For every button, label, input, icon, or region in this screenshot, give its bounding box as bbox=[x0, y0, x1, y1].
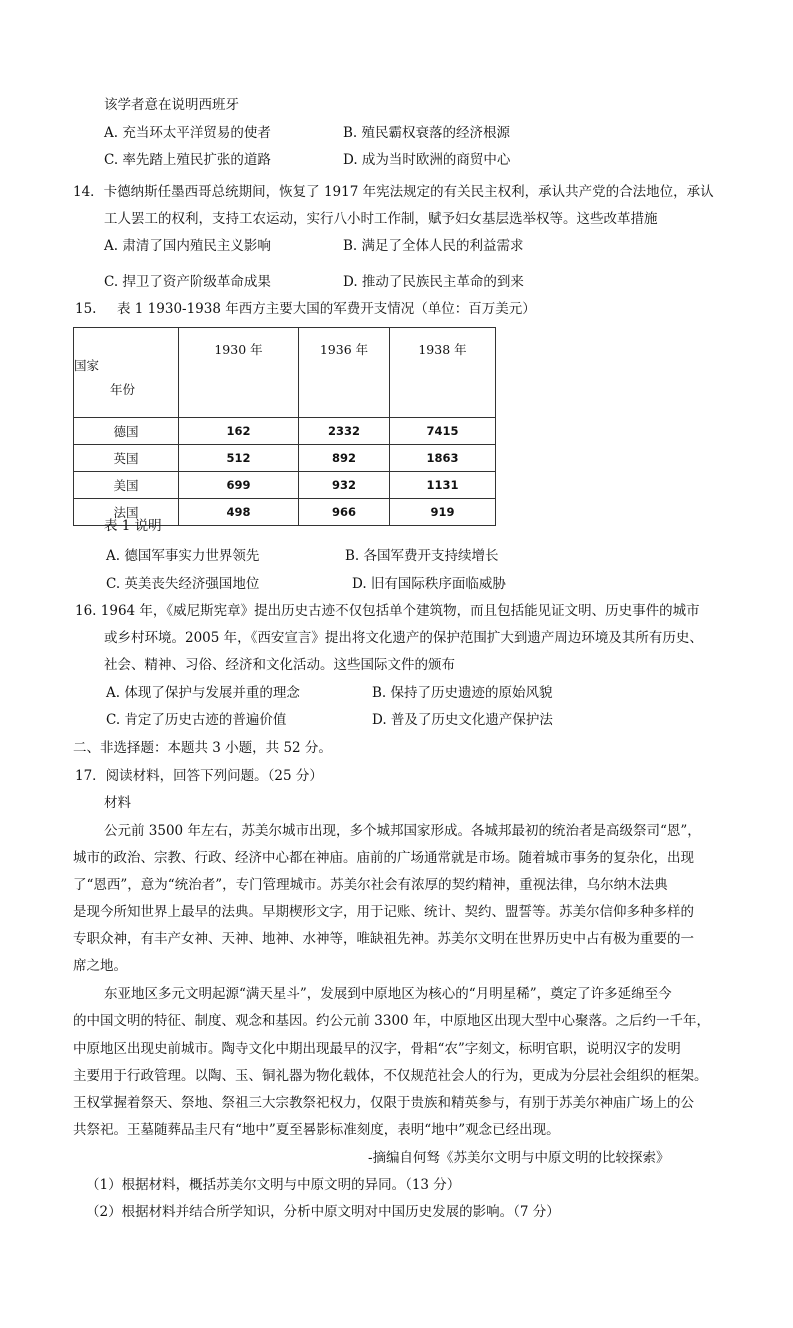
value-cell: 2332 bbox=[299, 418, 390, 445]
q17-subquestion-1: （1）根据材料，概括苏美尔文明与中原文明的异同。（13 分） bbox=[86, 1177, 461, 1193]
value-cell: 919 bbox=[390, 499, 496, 526]
q16-option-b: B. 保持了历史遗迹的原始风貌 bbox=[372, 685, 553, 701]
section-heading: 二、非选择题：本题共 3 小题，共 52 分。 bbox=[73, 740, 332, 756]
q16-option-c: C. 肯定了历史古迹的普遍价值 bbox=[106, 712, 287, 728]
country-cell: 英国 bbox=[74, 445, 179, 472]
table-row bbox=[74, 418, 496, 445]
value-cell: 498 bbox=[179, 499, 299, 526]
q17-source: -摘编自何驽《苏美尔文明与中原文明的比较探索》 bbox=[368, 1150, 670, 1166]
q16-stem-line2: 或乡村环境。2005 年，《西安宣言》提出将文化遗产的保护范围扩大到遗产周边环境及其所有历史、 bbox=[104, 630, 703, 646]
table-header-row bbox=[74, 328, 496, 418]
value-cell: 966 bbox=[299, 499, 390, 526]
header-1938: 1938 年 bbox=[390, 328, 496, 418]
q15-table-caption: 表 1 1930-1938 年西方主要大国的军费开支情况（单位：百万美元） bbox=[117, 301, 536, 317]
q17-para1-line: 专职众神，有丰产女神、天神、地神、水神等，唯缺祖先神。苏美尔文明在世界历史中占有极为重要的一 bbox=[73, 931, 694, 947]
corner-label-year: 年份 bbox=[110, 382, 136, 397]
q17-para1-line: 城市的政治、宗教、行政、经济中心都在神庙。庙前的广场通常就是市场。随着城市事务的复杂化，出现 bbox=[73, 850, 694, 866]
q17-para2-line: 中原地区出现史前城市。陶寺文化中期出现最早的汉字，骨耜“农”字刻文，标明官职，说明汉字的发明 bbox=[73, 1041, 681, 1057]
value-cell: 892 bbox=[299, 445, 390, 472]
country-cell: 德国 bbox=[74, 418, 179, 445]
q17-para2-line: 王权掌握着祭天、祭地、祭祖三大宗教祭祀权力，仅限于贵族和精英参与，有别于苏美尔神庙广场上的公 bbox=[73, 1095, 694, 1111]
q17-subquestion-2: （2）根据材料并结合所学知识，分析中原文明对中国历史发展的影响。（7 分） bbox=[86, 1204, 560, 1220]
q17-para1-line: 了“恩西”，意为“统治者”，专门管理城市。苏美尔社会有浓厚的契约精神，重视法律，乌尔纳木法典 bbox=[73, 877, 668, 893]
value-cell: 699 bbox=[179, 472, 299, 499]
q17-para2-line: 的中国文明的特征、制度、观念和基因。约公元前 3300 年，中原地区出现大型中心聚落。之后约一千年， bbox=[73, 1013, 710, 1029]
q13-option-a: A. 充当环太平洋贸易的使者 bbox=[104, 125, 271, 141]
q14-option-c: C. 捍卫了资产阶级革命成果 bbox=[104, 274, 271, 290]
table-row bbox=[74, 472, 496, 499]
q16-option-a: A. 体现了保护与发展并重的理念 bbox=[106, 685, 300, 701]
q17-para2-line: 主要用于行政管理。以陶、玉、铜礼器为物化载体，不仅规范社会人的行为，更成为分层社会组织的框架。 bbox=[73, 1068, 708, 1084]
country-cell: 法国 bbox=[74, 499, 179, 526]
q15-option-c: C. 英美丧失经济强国地位 bbox=[106, 576, 260, 592]
q15-option-a: A. 德国军事实力世界领先 bbox=[106, 548, 260, 564]
header-1936: 1936 年 bbox=[299, 328, 390, 418]
q16-option-d: D. 普及了历史文化遗产保护法 bbox=[372, 712, 553, 728]
q14-stem-line2: 工人罢工的权利，支持工农运动，实行八小时工作制，赋予妇女基层选举权等。这些改革措施 bbox=[104, 211, 658, 227]
q15-table bbox=[73, 327, 496, 526]
value-cell: 512 bbox=[179, 445, 299, 472]
q14-stem-line1: 14．卡德纳斯任墨西哥总统期间，恢复了 1917 年宪法规定的有关民主权利，承认共产党的合法地位，承认 bbox=[73, 184, 714, 200]
q17-para1-line: 是现今所知世界上最早的法典。早期楔形文字，用于记账、统计、契约、盟誓等。苏美尔信仰多种多样的 bbox=[73, 904, 694, 920]
q13-option-d: D. 成为当时欧洲的商贸中心 bbox=[343, 152, 511, 168]
q17-para1-line: 席之地。 bbox=[73, 958, 127, 974]
q13-option-b: B. 殖民霸权衰落的经济根源 bbox=[343, 125, 511, 141]
q15-option-b: B. 各国军费开支持续增长 bbox=[345, 548, 499, 564]
q17-para2-line: 东亚地区多元文明起源“满天星斗”，发展到中原地区为核心的“月明星稀”，奠定了许多延绵至今 bbox=[104, 986, 672, 1002]
table-corner-cell bbox=[74, 328, 179, 418]
table-row bbox=[74, 445, 496, 472]
value-cell: 7415 bbox=[390, 418, 496, 445]
country-cell: 美国 bbox=[74, 472, 179, 499]
q17-material-label: 材料 bbox=[104, 795, 131, 811]
value-cell: 1131 bbox=[390, 472, 496, 499]
q13-stem-tail: 该学者意在说明西班牙 bbox=[104, 97, 239, 113]
corner-label-country: 国家 bbox=[74, 358, 100, 373]
q16-stem-line3: 社会、精神、习俗、经济和文化活动。这些国际文件的颁布 bbox=[104, 657, 455, 673]
q13-option-c: C. 率先踏上殖民扩张的道路 bbox=[104, 152, 271, 168]
value-cell: 162 bbox=[179, 418, 299, 445]
q15-option-d: D. 旧有国际秩序面临威胁 bbox=[352, 576, 506, 592]
q17-title: 17．阅读材料，回答下列问题。（25 分） bbox=[75, 768, 323, 784]
q16-stem-line1: 16. 1964 年，《威尼斯宪章》提出历史古迹不仅包括单个建筑物，而且包括能见证文明、历史事件的城市 bbox=[75, 603, 700, 619]
q14-option-b: B. 满足了全体人民的利益需求 bbox=[343, 238, 524, 254]
q14-option-d: D. 推动了民族民主革命的到来 bbox=[343, 274, 524, 290]
q15-after-table: 表 1 说明 bbox=[104, 518, 162, 534]
q17-para1-line: 公元前 3500 年左右，苏美尔城市出现，多个城邦国家形成。各城邦最初的统治者是高级祭司“恩”， bbox=[104, 823, 701, 839]
q15-number: 15. bbox=[75, 301, 97, 317]
q14-option-a: A. 肃清了国内殖民主义影响 bbox=[104, 238, 271, 254]
q17-para2-line: 共祭祀。王墓随葬品圭尺有“地中”夏至晷影标准刻度，表明“地中”观念已经出现。 bbox=[73, 1122, 560, 1138]
value-cell: 1863 bbox=[390, 445, 496, 472]
header-1930: 1930 年 bbox=[179, 328, 299, 418]
value-cell: 932 bbox=[299, 472, 390, 499]
